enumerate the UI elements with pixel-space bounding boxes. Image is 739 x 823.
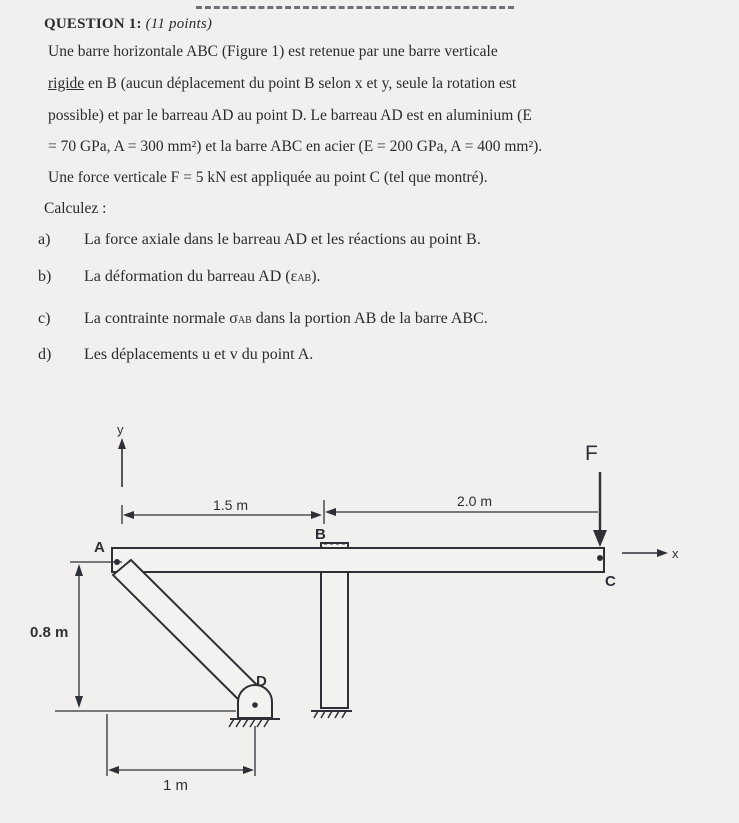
dim-arrow-height-top <box>75 564 83 576</box>
question-title <box>44 16 212 33</box>
calculez-heading: Calculez : <box>44 200 107 217</box>
dim-label-BC: 2.0 m <box>457 493 493 509</box>
statement-line-2-rest: en B (aucun déplacement du point B selon x et y, seule la rotation est <box>84 75 517 92</box>
dim-arrow-BC-left <box>325 508 336 516</box>
top-divider <box>196 6 514 9</box>
dim-arrow-1m-right <box>243 766 254 774</box>
support-D <box>238 685 272 718</box>
label-B: B <box>315 526 326 543</box>
dim-arrow-1m-left <box>108 766 119 774</box>
item-c-subscript: AB <box>237 315 252 326</box>
item-c-text: La contrainte normale σ <box>84 310 238 327</box>
item-a-text: La force axiale dans le barreau AD et les réactions au point B. <box>84 231 481 248</box>
statement-line-3: possible) et par le barreau AD au point D. Le barreau AD est en aluminium (E <box>48 107 532 124</box>
force-label: F <box>585 442 598 465</box>
statement-line-1: Une barre horizontale ABC (Figure 1) est retenue par une barre verticale <box>48 43 498 60</box>
label-A: A <box>94 539 105 556</box>
item-b-tail: ). <box>311 268 321 285</box>
item-a <box>38 231 481 249</box>
ground-B-hatch <box>314 711 346 718</box>
y-axis-arrowhead <box>118 438 126 449</box>
item-b <box>38 268 321 286</box>
statement-line-5: Une force verticale F = 5 kN est appliquée au point C (tel que montré). <box>48 169 488 186</box>
ground-D-hatch <box>229 719 269 727</box>
x-axis-arrowhead <box>657 549 668 557</box>
dim-arrow-AB-left <box>123 511 134 519</box>
dim-arrow-height-bottom <box>75 696 83 708</box>
x-axis-label: x <box>672 546 679 561</box>
diagonal-bar-AD <box>113 560 266 709</box>
item-c-label: c) <box>38 310 51 327</box>
item-c-tail: dans la portion AB de la barre ABC. <box>251 310 488 327</box>
item-c <box>38 310 488 328</box>
item-a-label: a) <box>38 231 51 248</box>
force-arrowhead <box>593 530 607 547</box>
item-d-label: d) <box>38 346 52 363</box>
item-b-subscript: AB <box>297 273 312 284</box>
pin-D <box>252 702 258 708</box>
pin-C <box>597 555 603 561</box>
item-b-label: b) <box>38 268 52 285</box>
horizontal-bar-ABC <box>112 548 604 572</box>
dim-arrow-AB-right <box>311 511 322 519</box>
item-b-text: La déformation du barreau AD (ε <box>84 268 298 285</box>
underlined-word: rigide <box>48 75 85 92</box>
label-C: C <box>605 573 616 590</box>
item-d <box>38 346 313 364</box>
statement-line-2 <box>48 75 516 93</box>
dim-label-height: 0.8 m <box>30 624 69 641</box>
question-points: (11 points) <box>145 16 213 32</box>
figure-1 <box>0 400 739 823</box>
y-axis-label: y <box>117 422 124 437</box>
statement-line-4: = 70 GPa, A = 300 mm²) et la barre ABC en acier (E = 200 GPa, A = 400 mm²). <box>48 138 543 155</box>
question-number: QUESTION 1: <box>44 16 142 32</box>
label-D: D <box>256 673 267 690</box>
dim-label-AB: 1.5 m <box>213 497 249 513</box>
dim-label-1m: 1 m <box>163 777 189 794</box>
item-d-text: Les déplacements u et v du point A. <box>84 346 314 363</box>
